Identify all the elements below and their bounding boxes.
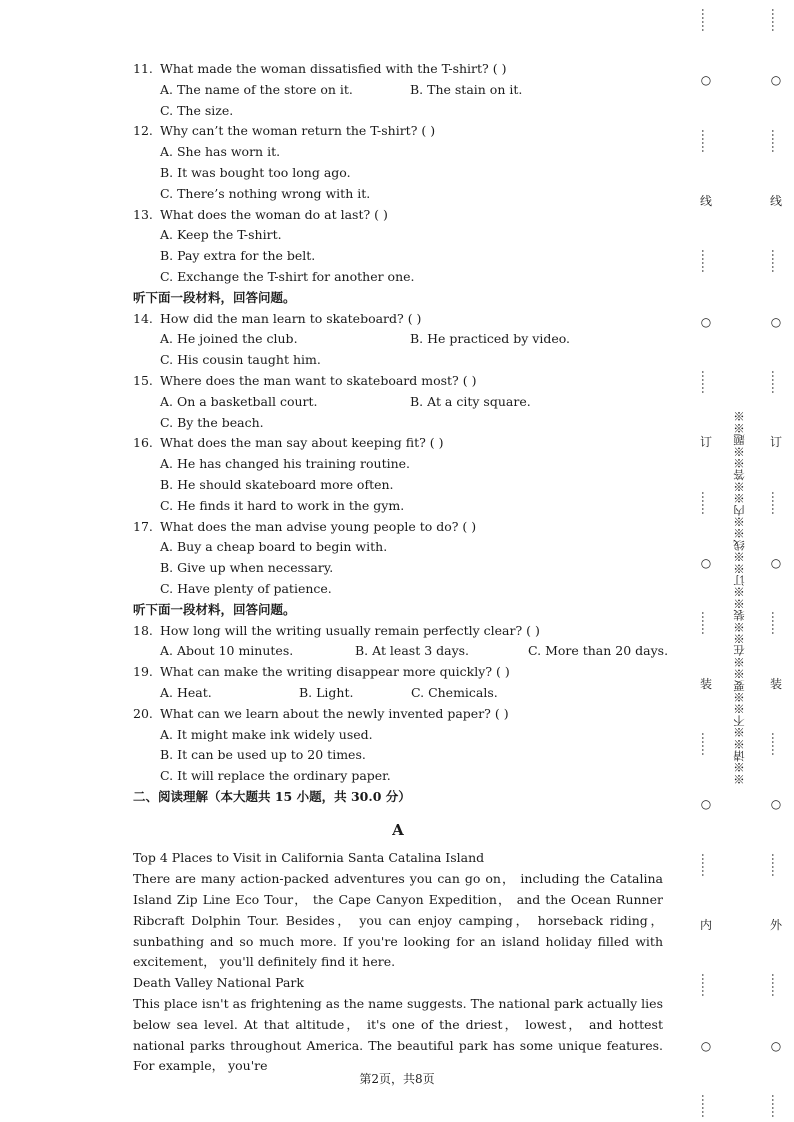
question-text: Where does the man want to skateboard most? ( ) (160, 372, 477, 388)
binding-dots: …… (699, 490, 713, 515)
binding-circle-icon: ○ (700, 555, 712, 570)
option-row (133, 496, 663, 517)
answer-option: B. He practiced by video. (410, 331, 571, 347)
answer-option: C. By the beach. (160, 414, 264, 430)
answer-option: C. Exchange the T-shirt for another one. (160, 268, 415, 284)
binding-circle-icon: ○ (700, 797, 712, 812)
question-stem (133, 371, 663, 392)
binding-dots: …… (699, 128, 713, 153)
binding-circle-icon: ○ (700, 1038, 712, 1053)
question-number: 16. (133, 435, 153, 451)
question-stem (133, 662, 663, 683)
option-row (133, 579, 663, 600)
answer-option: C. It will replace the ordinary paper. (160, 768, 391, 784)
passage-heading: Death Valley National Park (133, 975, 304, 991)
binding-circle-icon: ○ (770, 1038, 782, 1053)
binding-dots: …… (699, 1093, 713, 1118)
binding-dots: …… (699, 852, 713, 877)
binding-dots: …… (699, 249, 713, 274)
option-row (133, 392, 663, 413)
question-text: Why can’t the woman return the T-shirt? ( ) (160, 123, 436, 139)
question-number: 17. (133, 518, 153, 534)
binding-dots: …… (699, 8, 713, 32)
answer-option: C. More than 20 days. (528, 643, 669, 659)
passage-paragraph: There are many action-packed adventures you can go on， including the Catalina Island Zip Line Eco Tour， the Cape Canyon Expedition， and the Ocean Runner Ribcraft Dolphin Tour. Besides， you can enjoy camping， horseback riding， sunbathing and so much more. If you're looking for an island holiday filled with excitement， you'll definitely find it here. (133, 871, 663, 970)
binding-dots: …… (699, 973, 713, 998)
listening-instruction: 听下面一段材料，回答问题。 (133, 601, 296, 617)
passage-label: A (392, 820, 404, 839)
answer-option: A. He joined the club. (160, 331, 298, 347)
question-number: 14. (133, 310, 153, 326)
binding-circle-icon: ○ (700, 73, 712, 88)
binding-dots: …… (699, 731, 713, 756)
question-text: What can make the writing disappear more quickly? ( ) (160, 664, 510, 680)
answer-option: C. Chemicals. (411, 684, 498, 700)
binding-dots: …… (699, 611, 713, 636)
binding-label: 订 (769, 435, 782, 450)
question-stem (133, 205, 663, 226)
binding-dots: …… (769, 731, 783, 756)
answer-option: C. There’s nothing wrong with it. (160, 185, 371, 201)
question-text: What does the man say about keeping fit? ( ) (160, 435, 444, 451)
answer-option: C. The size. (160, 102, 234, 118)
binding-circle-icon: ○ (770, 314, 782, 329)
option-row (133, 558, 663, 579)
binding-dots: …… (699, 369, 713, 394)
option-row (133, 80, 663, 101)
question-number: 20. (133, 705, 153, 721)
option-row (133, 329, 663, 350)
option-row (133, 163, 663, 184)
option-row (133, 683, 663, 704)
binding-dots: …… (769, 369, 783, 394)
option-row (133, 142, 663, 163)
question-text: How did the man learn to skateboard? ( ) (160, 310, 422, 326)
binding-circle-icon: ○ (770, 73, 782, 88)
answer-option: C. He finds it hard to work in the gym. (160, 497, 405, 513)
page-footer: 第2页，共8页 (359, 1072, 435, 1086)
option-row (133, 537, 663, 558)
option-row (133, 101, 663, 122)
section-title: 二、阅读理解（本大题共 15 小题，共 30.0 分） (133, 788, 411, 804)
question-stem (133, 621, 663, 642)
passage-paragraph: This place isn't as frightening as the name suggests. The national park actually lies below sea level. At that altitude， it's one of the driest， lowest， and hottest national parks throughout America. The beautiful park has some unique features. For example， you're (133, 996, 663, 1074)
binding-dots: …… (769, 1093, 783, 1118)
answer-option: B. At least 3 days. (355, 643, 470, 659)
option-row (133, 745, 663, 766)
question-number: 19. (133, 664, 153, 680)
binding-label: 订 (699, 435, 712, 450)
question-number: 15. (133, 372, 153, 388)
answer-option: B. At a city square. (410, 393, 531, 409)
binding-label: 装 (699, 676, 712, 691)
answer-option: B. Pay extra for the belt. (160, 248, 316, 264)
option-row (133, 267, 663, 288)
answer-option: A. He has changed his training routine. (160, 456, 411, 472)
binding-dots: …… (769, 128, 783, 153)
passage-heading: Top 4 Places to Visit in California Santa Catalina Island (133, 850, 485, 866)
answer-option: A. She has worn it. (160, 144, 281, 160)
question-text: How long will the writing usually remain perfectly clear? ( ) (160, 622, 540, 638)
option-row (133, 184, 663, 205)
answer-option: C. His cousin taught him. (160, 352, 321, 368)
answer-option: A. Buy a cheap board to begin with. (160, 539, 388, 555)
option-row (133, 413, 663, 434)
inner-binding-line (699, 8, 713, 1118)
option-row (133, 725, 663, 746)
question-stem (133, 704, 663, 725)
option-row (133, 350, 663, 371)
binding-warning-text: ※※请※※不※※要※※在※※装※※订※※线※※内※※答※※题※※ (732, 410, 746, 785)
outer-binding-line (769, 8, 783, 1118)
question-number: 13. (133, 206, 153, 222)
answer-option: A. Heat. (160, 684, 212, 700)
question-number: 18. (133, 622, 153, 638)
binding-circle-icon: ○ (700, 314, 712, 329)
answer-option: A. Keep the T-shirt. (160, 227, 282, 243)
answer-option: C. Have plenty of patience. (160, 580, 332, 596)
option-row (133, 475, 663, 496)
question-text: What does the woman do at last? ( ) (160, 206, 388, 222)
answer-option: B. Light. (299, 684, 354, 700)
binding-label: 外 (769, 917, 782, 932)
answer-option: A. It might make ink widely used. (160, 726, 373, 742)
binding-dots: …… (769, 973, 783, 998)
question-stem (133, 309, 663, 330)
question-text: What can we learn about the newly invented paper? ( ) (160, 705, 509, 721)
binding-circle-icon: ○ (770, 797, 782, 812)
option-row (133, 454, 663, 475)
answer-option: B. Give up when necessary. (160, 560, 334, 576)
question-text: What made the woman dissatisfied with the T-shirt? ( ) (160, 61, 507, 76)
option-row (133, 766, 663, 787)
question-text: What does the man advise young people to do? ( ) (160, 518, 477, 534)
question-number: 12. (133, 123, 153, 139)
binding-circle-icon: ○ (770, 555, 782, 570)
answer-option: A. The name of the store on it. (160, 81, 353, 97)
binding-label: 线 (699, 193, 712, 208)
option-row (133, 246, 663, 267)
answer-option: B. It can be used up to 20 times. (160, 747, 366, 763)
listening-instruction: 听下面一段材料，回答问题。 (133, 289, 296, 305)
binding-label: 装 (769, 676, 782, 691)
binding-dots: …… (769, 852, 783, 877)
exam-content (133, 59, 669, 1077)
answer-option: B. The stain on it. (410, 81, 523, 97)
question-stem (133, 121, 663, 142)
binding-dots: …… (769, 249, 783, 274)
option-row (133, 641, 669, 662)
binding-dots: …… (769, 611, 783, 636)
binding-label: 内 (699, 917, 712, 932)
answer-option: B. It was bought too long ago. (160, 164, 351, 180)
binding-dots: …… (769, 490, 783, 515)
binding-label: 线 (769, 193, 782, 208)
option-row (133, 225, 663, 246)
binding-dots: …… (769, 8, 783, 32)
answer-option: A. On a basketball court. (160, 393, 318, 409)
answer-option: B. He should skateboard more often. (160, 476, 394, 492)
question-stem (133, 433, 663, 454)
answer-option: A. About 10 minutes. (160, 643, 294, 659)
question-stem (133, 59, 663, 80)
question-number: 11. (133, 61, 153, 76)
question-stem (133, 517, 663, 538)
